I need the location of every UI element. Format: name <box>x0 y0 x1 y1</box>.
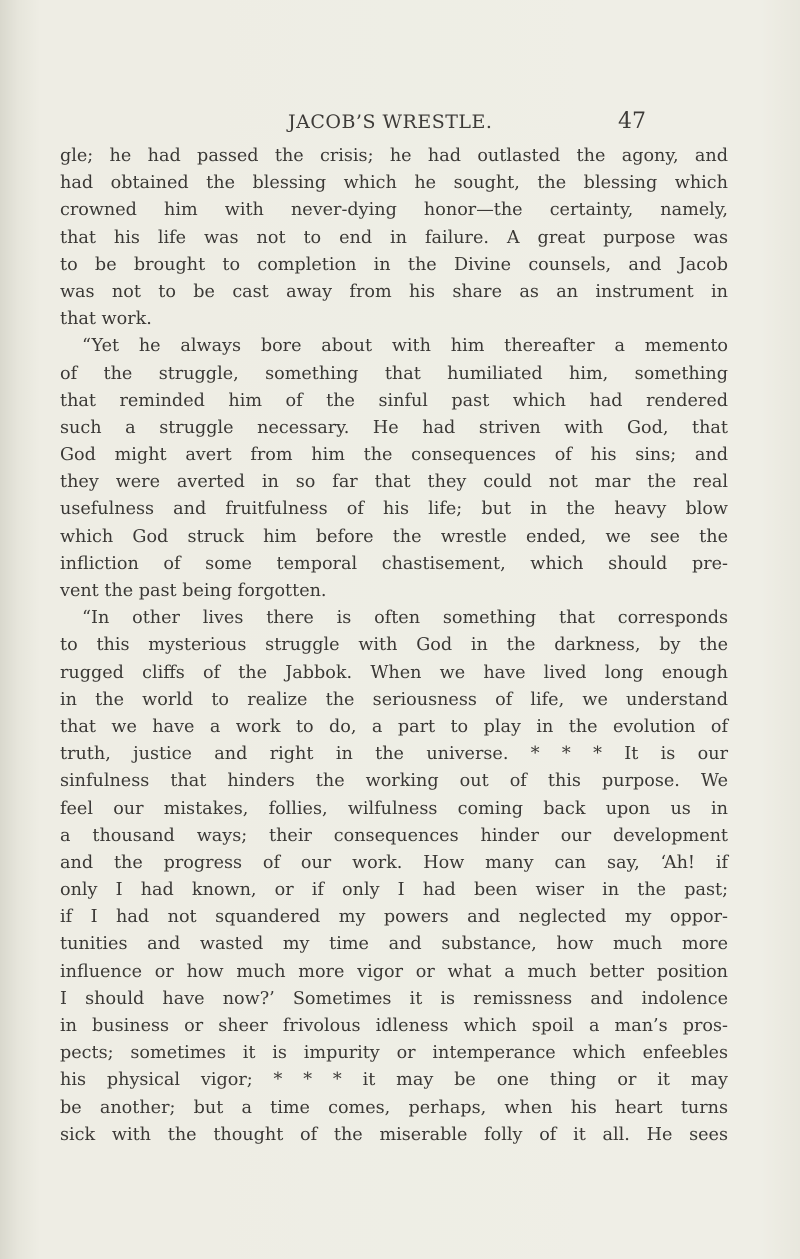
text-line: truth, justice and right in the universe. * * * It is our <box>60 744 728 765</box>
text-line: which God struck him before the wrestle ended, we see the <box>60 526 728 547</box>
text-line: in the world to realize the seriousness of life, we understand <box>60 689 728 710</box>
text-line: his physical vigor; * * * it may be one thing or it may <box>60 1070 728 1091</box>
text-line: infliction of some temporal chastisement, which should pre- <box>60 553 728 574</box>
text-line: and the progress of our work. How many can say, ‘Ah! if <box>60 852 728 873</box>
text-line: to this mysterious struggle with God in the darkness, by the <box>60 635 728 656</box>
text-line: of the struggle, something that humiliated him, something <box>60 363 728 384</box>
text-line: sinfulness that hinders the working out of this purpose. We <box>60 771 728 792</box>
page-number: 47 <box>618 109 646 134</box>
text-line: that reminded him of the sinful past which had rendered <box>60 390 728 411</box>
text-line: tunities and wasted my time and substance, how much more <box>60 934 728 955</box>
text-line: a thousand ways; their consequences hinder our development <box>60 825 728 846</box>
text-line: usefulness and fruitfulness of his life; but in the heavy blow <box>60 499 728 520</box>
text-line: God might avert from him the consequences of his sins; and <box>60 445 728 466</box>
text-line: I should have now?’ Sometimes it is remissness and indolence <box>60 988 728 1009</box>
text-line: that work. <box>60 309 152 330</box>
text-line: crowned him with never-dying honor—the certainty, namely, <box>60 200 728 221</box>
text-line: influence or how much more vigor or what a much better position <box>60 961 728 982</box>
text-line: gle; he had passed the crisis; he had outlasted the agony, and <box>60 146 728 166</box>
text-line: feel our mistakes, follies, wilfulness coming back upon us in <box>60 798 728 819</box>
text-line: only I had known, or if only I had been wiser in the past; <box>60 880 728 901</box>
text-line: rugged cliffs of the Jabbok. When we have lived long enough <box>60 662 728 683</box>
text-line: be another; but a time comes, perhaps, when his heart turns <box>60 1097 728 1118</box>
text-line: they were averted in so far that they could not mar the real <box>60 472 728 493</box>
text-line: had obtained the blessing which he sought, the blessing which <box>60 173 728 194</box>
text-line: in business or sheer frivolous idleness which spoil a man’s pros- <box>60 1016 728 1036</box>
text-line: sick with the thought of the miserable folly of it all. He sees <box>60 1124 728 1145</box>
text-line: “Yet he always bore about with him thereafter a memento <box>82 336 728 357</box>
text-line: that his life was not to end in failure. A great purpose was <box>60 227 728 248</box>
text-line: was not to be cast away from his share as an instrument in <box>60 281 728 302</box>
running-head: JACOB’S WRESTLE. <box>288 111 493 133</box>
text-line: “In other lives there is often something that corresponds <box>82 608 728 629</box>
text-line: such a struggle necessary. He had striven with God, that <box>60 417 728 438</box>
body-text <box>60 143 728 1149</box>
text-line: pects; sometimes it is impurity or intemperance which enfeebles <box>60 1043 728 1064</box>
page-header <box>0 111 800 141</box>
text-line: to be brought to completion in the Divine counsels, and Jacob <box>60 254 728 275</box>
text-line: vent the past being forgotten. <box>60 581 327 601</box>
text-line: if I had not squandered my powers and neglected my oppor- <box>60 907 728 928</box>
text-line: that we have a work to do, a part to play in the evolution of <box>60 716 728 737</box>
